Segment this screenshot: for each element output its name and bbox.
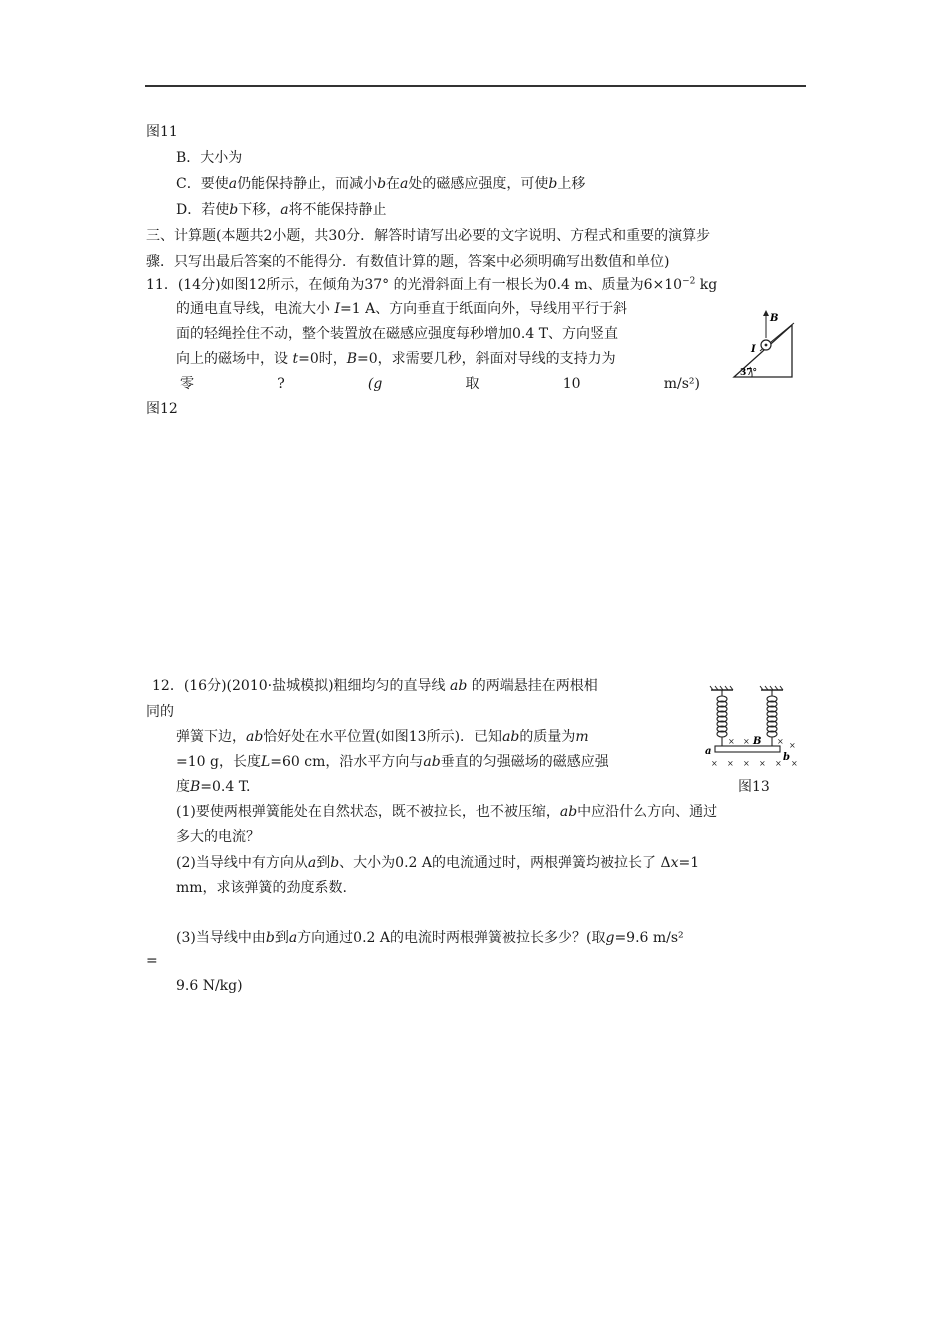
q12-part2-line2: mm，求该弹簧的劲度系数.: [176, 880, 348, 896]
q11-line2: 的通电直导线，电流大小 I=1 A、方向垂直于纸面向外，导线用平行于斜: [176, 301, 628, 317]
fig11-caption: 图11: [146, 124, 178, 140]
svg-text:B: B: [770, 313, 779, 324]
option-d: D．若使b下移，a将不能保持静止: [176, 202, 387, 218]
svg-text:B: B: [753, 736, 762, 747]
fig13-spring-diagram: [703, 682, 801, 772]
svg-text:×: ×: [775, 759, 782, 768]
svg-text:×: ×: [791, 759, 798, 768]
q11-line3: 面的轻绳拴住不动，整个装置放在磁感应强度每秒增加0.4 T、方向竖直: [176, 326, 619, 342]
q12-line5: 度B=0.4 T.: [176, 779, 251, 795]
svg-text:×: ×: [759, 759, 766, 768]
section3-line2: 骤．只写出最后答案的不能得分．有数值计算的题，答案中必须明确写出数值和单位): [146, 254, 670, 270]
svg-text:×: ×: [743, 737, 750, 746]
q12-part1-line1: (1)要使两根弹簧能处在自然状态，既不被拉长，也不被压缩，ab中应沿什么方向、通过: [176, 804, 718, 820]
fig12-incline-diagram: [730, 305, 800, 381]
svg-text:b: b: [783, 752, 790, 763]
svg-text:a: a: [705, 746, 712, 757]
q11-line5: 零 ? (g 取 10 m/s²): [180, 376, 700, 392]
svg-text:×: ×: [777, 737, 784, 746]
q12-line4: =10 g，长度L=60 cm，沿水平方向与ab垂直的匀强磁场的磁感应强: [176, 754, 609, 770]
q12-line3: 弹簧下边，ab恰好处在水平位置(如图13所示)．已知ab的质量为m: [176, 729, 589, 745]
q11-line4: 向上的磁场中，设 t=0时，B=0，求需要几秒，斜面对导线的支持力为: [176, 351, 616, 367]
header-rule: [145, 85, 806, 87]
q12-part2-line1: (2)当导线中有方向从a到b、大小为0.2 A的电流通过时，两根弹簧均被拉长了 Δx=1: [176, 855, 700, 871]
svg-text:I: I: [751, 344, 756, 355]
q12-part3-line2: =: [146, 953, 158, 969]
option-c: C．要使a仍能保持静止，而减小b在a处的磁感应强度，可使b上移: [176, 176, 586, 192]
q12-part1-line2: 多大的电流？: [176, 829, 260, 845]
svg-text:×: ×: [728, 737, 735, 746]
fig12-caption: 图12: [146, 401, 178, 417]
q12-part3-line1: (3)当导线中由b到a方向通过0.2 A的电流时两根弹簧被拉长多少？(取g=9.6 m/s²: [176, 930, 684, 946]
svg-text:37°: 37°: [740, 368, 758, 378]
svg-text:×: ×: [789, 741, 796, 750]
q11-line1: 11．(14分)如图12所示，在倾角为37° 的光滑斜面上有一根长为0.4 m、质量为$6\times 10^{-2}$ kg: [146, 276, 718, 293]
svg-text:×: ×: [727, 759, 734, 768]
svg-text:×: ×: [743, 759, 750, 768]
option-b: B．大小为: [176, 150, 243, 166]
q12-part3-line3: 9.6 N/kg): [176, 978, 243, 994]
section3-line1: 三、计算题(本题共2小题，共30分．解答时请写出必要的文字说明、方程式和重要的演算步: [146, 228, 711, 244]
fig13-caption: 图13: [738, 779, 770, 795]
svg-text:×: ×: [711, 759, 718, 768]
q12-line2: 同的: [146, 704, 174, 720]
q12-line1: 12．(16分)(2010·盐城模拟)粗细均匀的直导线 ab 的两端悬挂在两根相: [152, 678, 598, 694]
